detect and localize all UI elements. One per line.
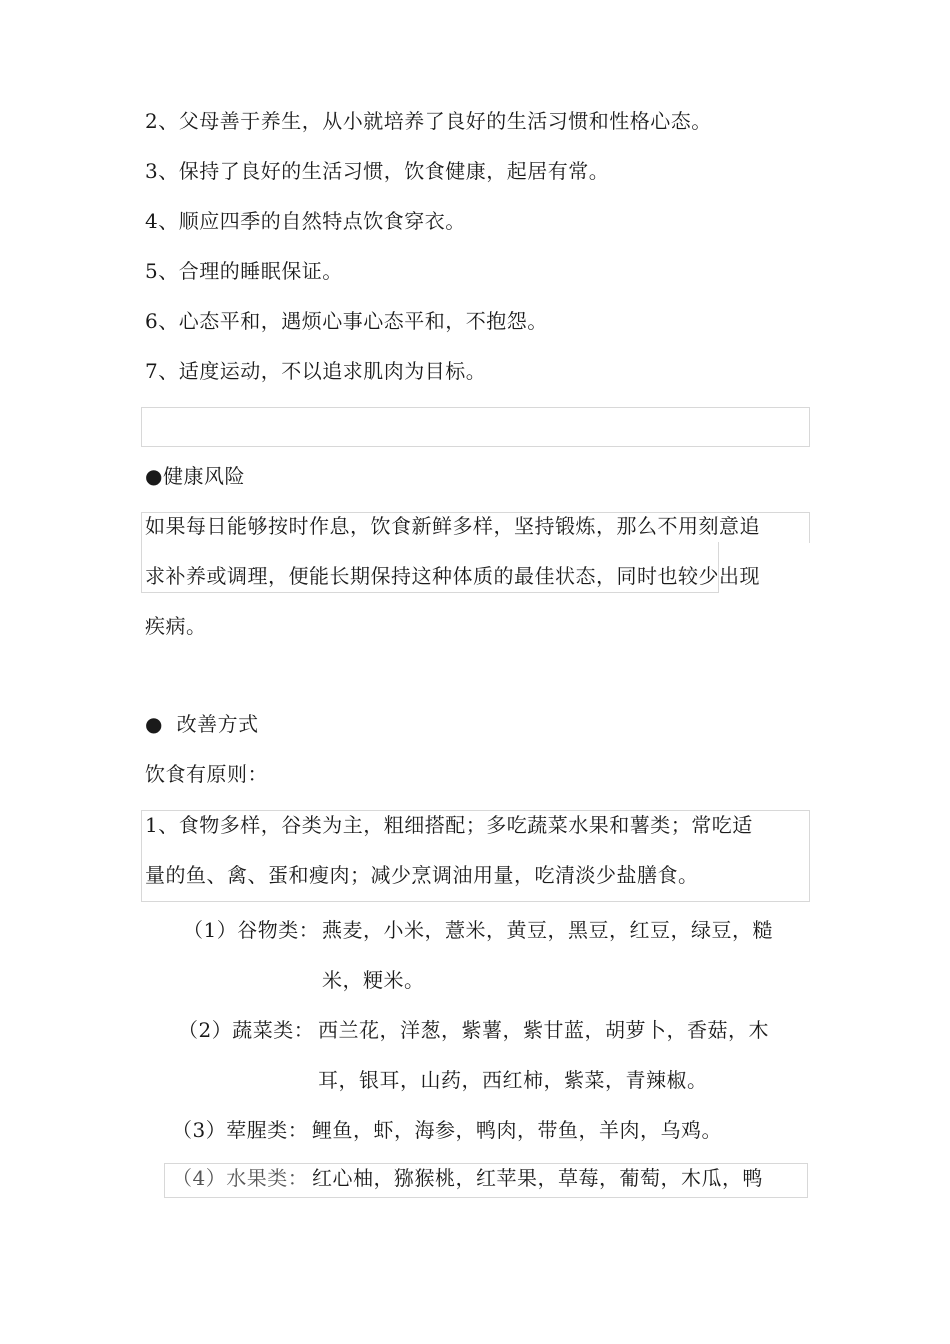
list-item: 3、保持了良好的生活习惯，饮食健康，起居有常。 (145, 159, 610, 183)
category-items: 鲤鱼，虾，海参，鸭肉，带鱼，羊肉，乌鸡。 (312, 1118, 722, 1142)
category-items: 红心柚，猕猴桃，红苹果，草莓，葡萄，木瓜，鸭 (312, 1166, 763, 1190)
paragraph-line: 如果每日能够按时作息，饮食新鲜多样，坚持锻炼，那么不用刻意追 (145, 514, 760, 538)
category-label: （4）水果类： (172, 1166, 309, 1190)
paragraph-line: 疾病。 (145, 614, 207, 638)
list-item: 7、适度运动，不以追求肌肉为目标。 (145, 359, 487, 383)
section-heading-improve: ● 改善方式 (145, 712, 259, 736)
category-label: （2）蔬菜类： (178, 1018, 315, 1042)
empty-text-frame (141, 407, 810, 447)
list-item: 2、父母善于养生，从小就培养了良好的生活习惯和性格心态。 (145, 109, 712, 133)
list-item: 5、合理的睡眠保证。 (145, 259, 343, 283)
section-heading-health-risk: ●健康风险 (145, 464, 245, 488)
list-item: 4、顺应四季的自然特点饮食穿衣。 (145, 209, 466, 233)
paragraph-line: 量的鱼、禽、蛋和瘦肉；减少烹调油用量，吃清淡少盐膳食。 (145, 863, 699, 887)
category-items: 耳，银耳，山药，西红柿，紫菜，青辣椒。 (318, 1068, 708, 1092)
category-items: 西兰花，洋葱，紫薯，紫甘蓝，胡萝卜，香菇，木 (318, 1018, 769, 1042)
paragraph-line: 1、食物多样，谷类为主，粗细搭配；多吃蔬菜水果和薯类；常吃适 (145, 813, 753, 837)
category-label: （3）荤腥类： (172, 1118, 309, 1142)
category-items: 米，粳米。 (322, 968, 425, 992)
category-label: （1）谷物类： (183, 918, 320, 942)
category-items: 燕麦，小米，薏米，黄豆，黑豆，红豆，绿豆，糙 (322, 918, 773, 942)
paragraph-line: 求补养或调理，便能长期保持这种体质的最佳状态，同时也较少出现 (145, 564, 760, 588)
list-item: 6、心态平和，遇烦心事心态平和，不抱怨。 (145, 309, 548, 333)
subheading-diet-principle: 饮食有原则： (145, 762, 268, 786)
